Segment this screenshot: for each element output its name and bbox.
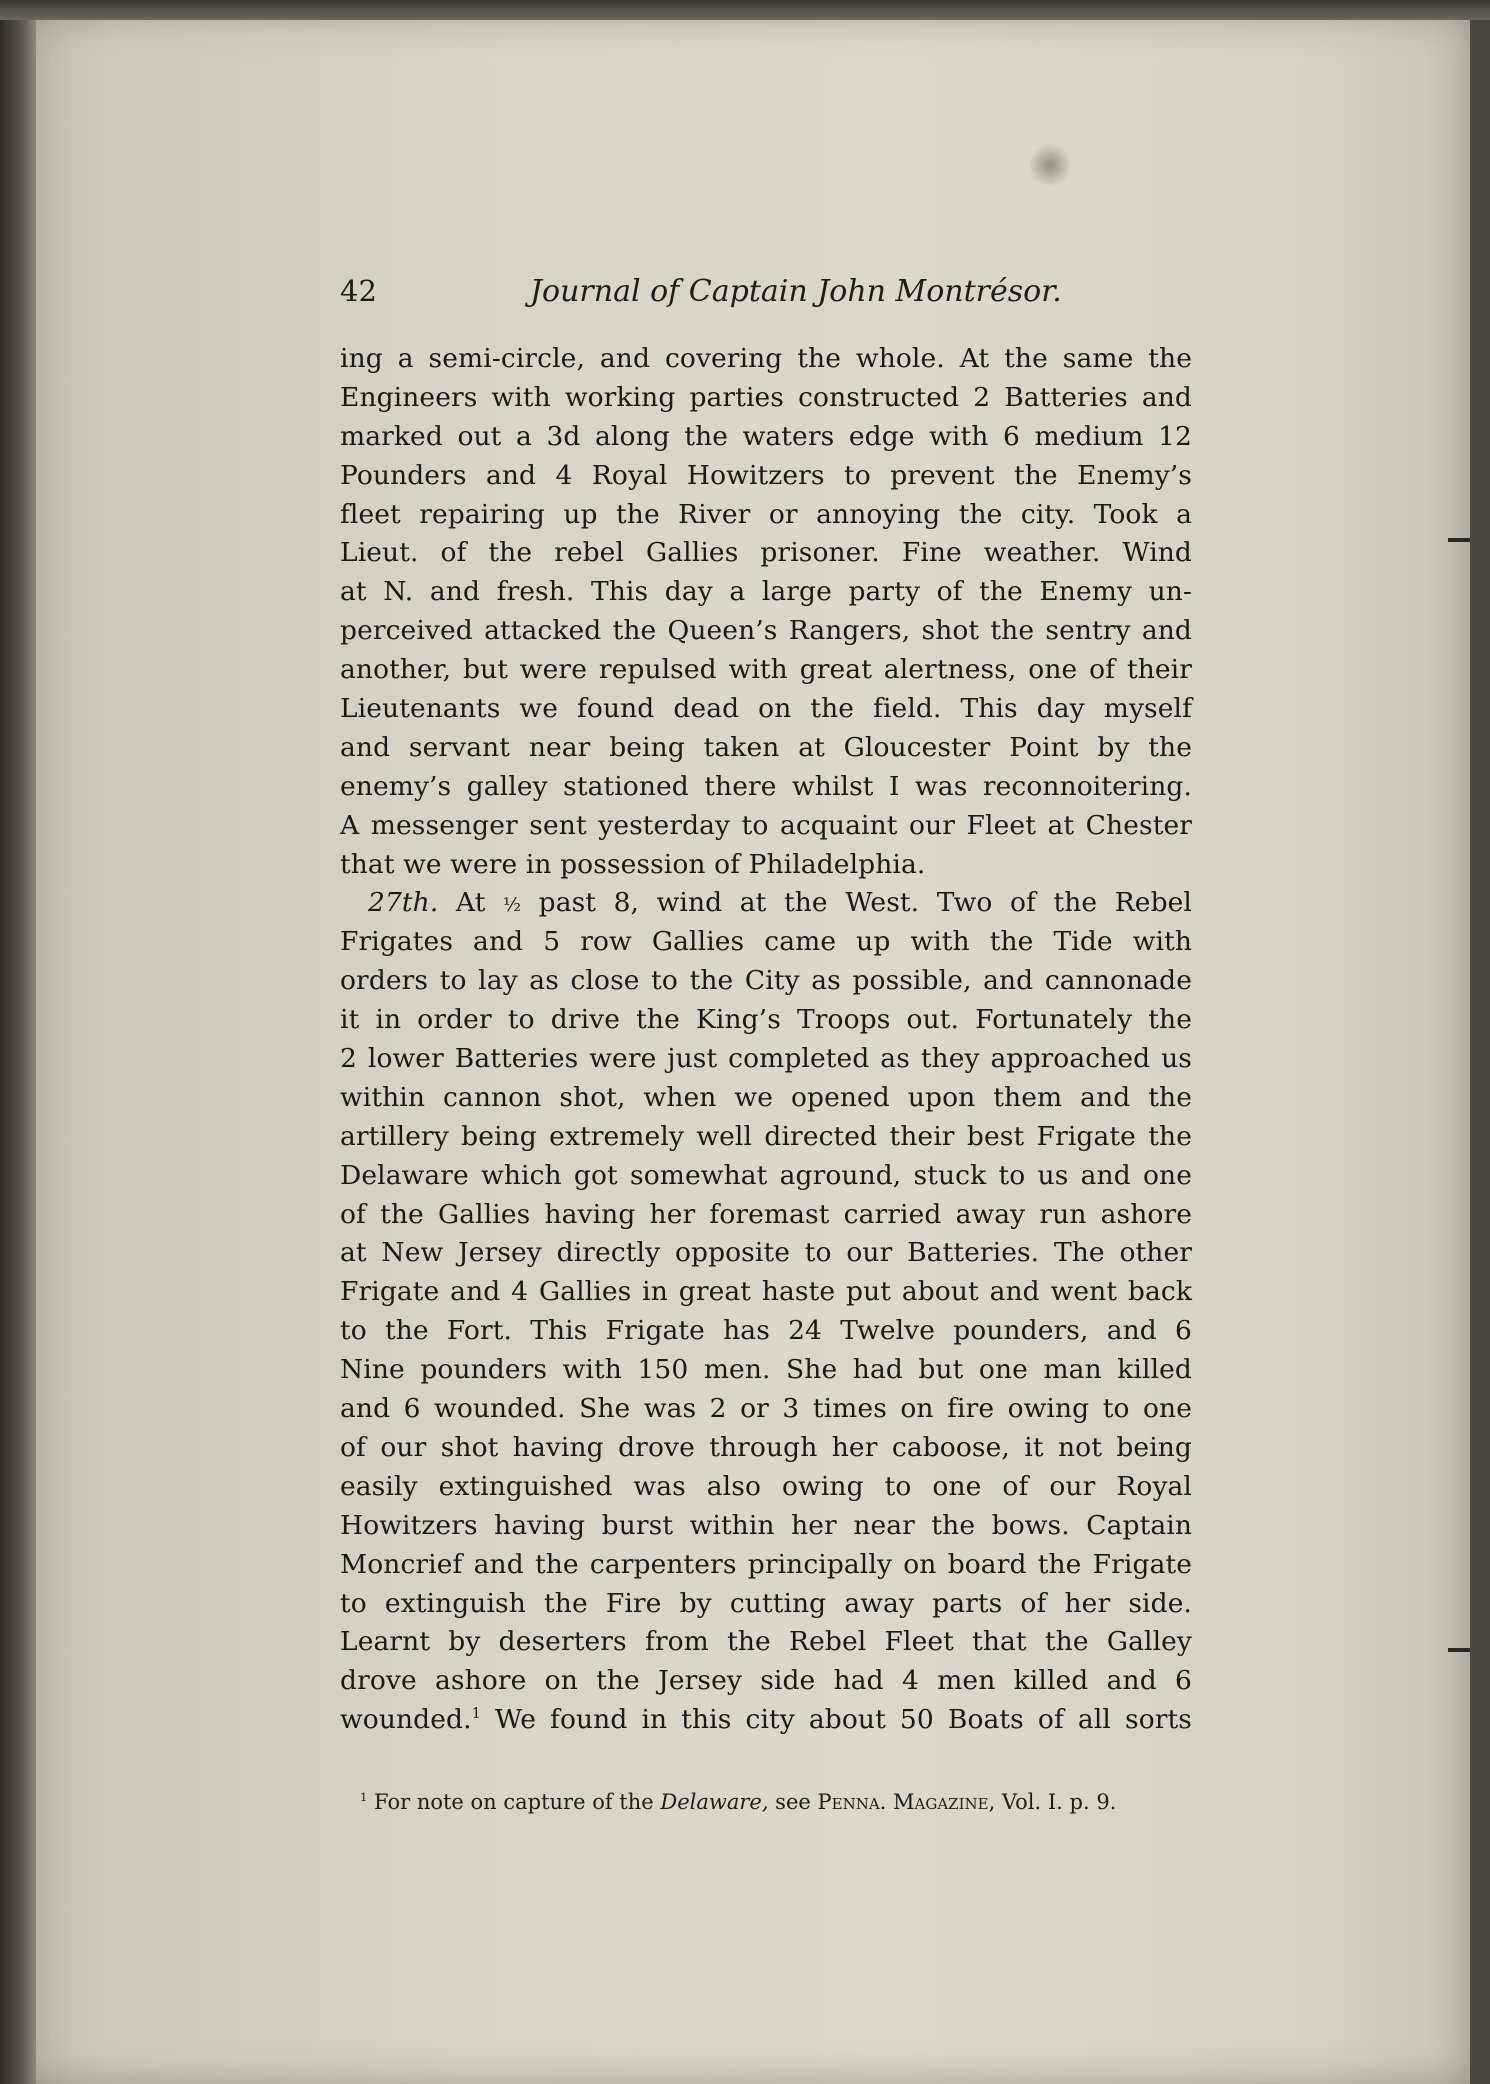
body-text — [340, 340, 1192, 1740]
text-line: A messenger sent yesterday to acquaint our Fleet at Chester — [340, 809, 1192, 841]
footnote — [360, 1790, 1200, 1814]
text-line: marked out a 3d along the waters edge with 6 medium 12 — [340, 420, 1192, 452]
text-line: Nine pounders with 150 men. She had but one man killed — [340, 1354, 1192, 1386]
paragraph-1 — [340, 340, 1192, 884]
text-line: drove ashore on the Jersey side had 4 men killed and 6 — [340, 1665, 1192, 1697]
text-line: 2 lower Batteries were just completed as they approached us — [340, 1043, 1192, 1075]
footnote-text: Vol. I. p. 9. — [995, 1790, 1117, 1814]
margin-mark — [1448, 538, 1470, 542]
text-fragment: We found in this city about 50 Boats of all sorts — [480, 1704, 1192, 1736]
footnote-text: see — [768, 1790, 818, 1814]
text-line: it in order to drive the King’s Troops out. Fortunately the — [340, 1004, 1192, 1036]
text-line: and servant near being taken at Gloucester Point by the — [340, 731, 1192, 763]
text-line: Frigates and 5 row Gallies came up with the Tide with — [340, 926, 1192, 958]
text-line: Lieut. of the rebel Gallies prisoner. Fine weather. Wind — [340, 537, 1192, 569]
text-line: perceived attacked the Queen’s Rangers, shot the sentry and — [340, 615, 1192, 647]
page-header — [340, 274, 1192, 322]
footnote-ship: Delaware, — [660, 1790, 769, 1814]
text-line: Delaware which got somewhat aground, stuck to us and one — [340, 1159, 1192, 1191]
top-edge — [0, 0, 1490, 20]
footnote-ref: 1 — [471, 1705, 481, 1723]
text-line: to the Fort. This Frigate has 24 Twelve pounders, and 6 — [340, 1315, 1192, 1347]
text-fragment: At — [438, 887, 504, 919]
text-line: to extinguish the Fire by cutting away parts of her side. — [340, 1587, 1192, 1619]
footnote-text: For note on capture of the — [367, 1790, 661, 1814]
text-line: another, but were repulsed with great alertness, one of their — [340, 654, 1192, 686]
right-margin-rule — [1470, 30, 1473, 2070]
text-line: enemy’s galley stationed there whilst I was reconnoitering. — [340, 770, 1192, 802]
text-line: orders to lay as close to the City as possible, and cannonade — [340, 965, 1192, 997]
ink-blot — [1030, 142, 1070, 188]
binding-edge — [0, 0, 36, 2084]
running-title: Journal of Captain John Montrésor. — [530, 274, 1062, 309]
footnote-source: Penna. Magazine, — [817, 1790, 996, 1814]
text-line: that we were in possession of Philadelphia. — [340, 848, 926, 880]
text-line: ing a semi-circle, and covering the whole. At the same the — [340, 343, 1192, 374]
text-line: Lieutenants we found dead on the field. This day myself — [340, 693, 1192, 725]
text-line: Learnt by deserters from the Rebel Fleet that the Galley — [340, 1626, 1192, 1658]
text-line: Frigate and 4 Gallies in great haste put about and went back — [340, 1276, 1192, 1308]
text-line-first — [340, 884, 1192, 923]
paragraph-2 — [340, 884, 1192, 1740]
fraction: ½ — [503, 895, 522, 917]
text-fragment: wounded. — [340, 1704, 472, 1736]
text-line: of the Gallies having her foremast carried away run ashore — [340, 1198, 1192, 1230]
text-line: within cannon shot, when we opened upon them and the — [340, 1081, 1192, 1113]
date-label: 27th. — [368, 887, 439, 919]
margin-mark — [1448, 1648, 1470, 1652]
text-fragment: past 8, wind at the West. Two of the Rebel — [521, 887, 1192, 919]
footnote-marker: 1 — [360, 1790, 368, 1804]
text-line: Howitzers having burst within her near the bows. Captain — [340, 1509, 1192, 1541]
text-line: of our shot having drove through her caboose, it not being — [340, 1431, 1192, 1463]
text-line: fleet repairing up the River or annoying the city. Took a — [340, 498, 1192, 530]
text-line: Engineers with working parties constructed 2 Batteries and — [340, 381, 1192, 413]
text-line: artillery being extremely well directed their best Frigate the — [340, 1120, 1192, 1152]
text-line: and 6 wounded. She was 2 or 3 times on fire owing to one — [340, 1393, 1192, 1425]
text-line-last — [340, 1701, 1192, 1740]
text-line: at N. and fresh. This day a large party of the Enemy un- — [340, 576, 1192, 608]
text-line: Moncrief and the carpenters principally on board the Frigate — [340, 1548, 1192, 1580]
text-line: easily extinguished was also owing to one of our Royal — [340, 1470, 1192, 1502]
page-number: 42 — [340, 274, 377, 308]
text-line: at New Jersey directly opposite to our Batteries. The other — [340, 1237, 1192, 1269]
text-line: Pounders and 4 Royal Howitzers to prevent the Enemy’s — [340, 459, 1192, 491]
